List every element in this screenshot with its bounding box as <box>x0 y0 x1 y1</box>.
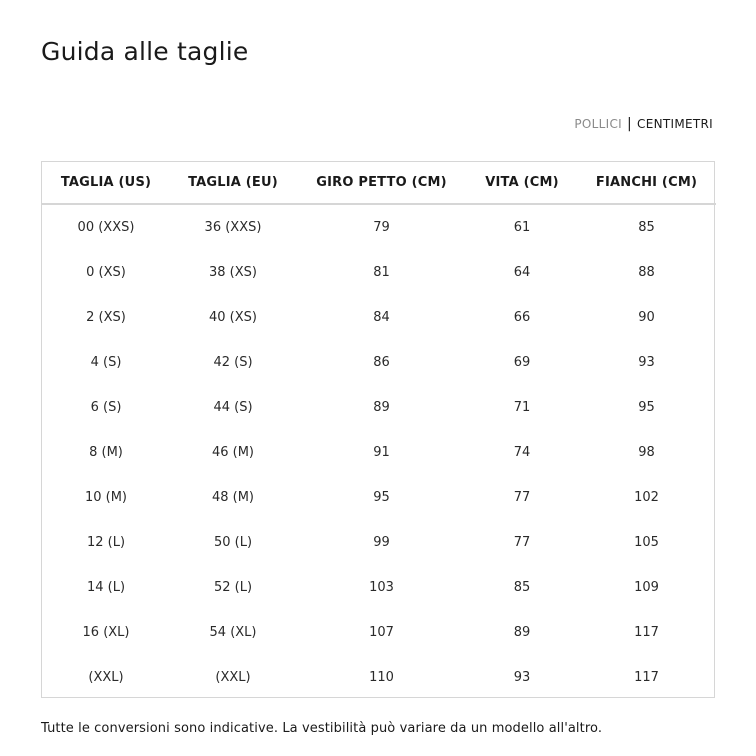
cell-hips: 95 <box>638 400 655 415</box>
cell-size-eu: 38 (XS) <box>209 265 257 280</box>
cell-size-eu: (XXL) <box>215 670 251 685</box>
cell-size-eu: 46 (M) <box>211 445 255 460</box>
unit-toggle <box>574 116 713 132</box>
table-row <box>42 340 716 385</box>
cell-hips: 88 <box>638 265 655 280</box>
header-waist: VITA (CM) <box>467 162 577 204</box>
cell-size-us: 4 (S) <box>90 355 122 370</box>
table-row <box>42 520 716 565</box>
cell-chest: 103 <box>369 580 394 595</box>
cell-chest: 99 <box>373 535 390 550</box>
unit-separator: | <box>627 116 633 132</box>
cell-chest: 95 <box>373 490 390 505</box>
cell-chest: 91 <box>373 445 390 460</box>
cell-size-us: 6 (S) <box>90 400 122 415</box>
page-title: Guida alle taglie <box>41 37 249 66</box>
cell-size-eu: 52 (L) <box>213 580 253 595</box>
cell-chest: 79 <box>373 220 390 235</box>
cell-hips: 102 <box>634 490 659 505</box>
cell-hips: 105 <box>634 535 659 550</box>
cell-size-us: 8 (M) <box>89 445 123 460</box>
cell-size-eu: 42 (S) <box>213 355 253 370</box>
cell-chest: 86 <box>373 355 390 370</box>
cell-hips: 117 <box>634 625 659 640</box>
size-table <box>42 162 716 700</box>
cell-hips: 90 <box>638 310 655 325</box>
cell-waist: 93 <box>513 670 531 685</box>
cell-chest: 81 <box>373 265 390 280</box>
cell-waist: 61 <box>513 220 531 235</box>
cell-size-eu: 36 (XXS) <box>204 220 262 235</box>
cell-waist: 66 <box>513 310 531 325</box>
header-size-us: TAGLIA (US) <box>42 162 170 204</box>
table-row <box>42 295 716 340</box>
unit-option-inches[interactable]: POLLICI <box>574 117 623 131</box>
cell-waist: 89 <box>513 625 531 640</box>
cell-waist: 85 <box>513 580 531 595</box>
cell-chest: 107 <box>369 625 394 640</box>
table-row <box>42 204 716 250</box>
cell-size-us: 2 (XS) <box>86 310 126 325</box>
table-row <box>42 610 716 655</box>
cell-size-us: 0 (XS) <box>86 265 126 280</box>
header-hips: FIANCHI (CM) <box>577 162 716 204</box>
cell-chest: 110 <box>369 670 394 685</box>
cell-size-us: 00 (XXS) <box>77 220 135 235</box>
table-row <box>42 475 716 520</box>
cell-size-us: (XXL) <box>88 670 124 685</box>
cell-hips: 85 <box>638 220 655 235</box>
size-table-container <box>41 161 715 698</box>
cell-hips: 98 <box>638 445 655 460</box>
cell-size-us: 16 (XL) <box>82 625 130 640</box>
table-header-row <box>42 162 716 204</box>
cell-size-eu: 50 (L) <box>213 535 253 550</box>
cell-chest: 89 <box>373 400 390 415</box>
cell-size-us: 12 (L) <box>86 535 126 550</box>
cell-hips: 117 <box>634 670 659 685</box>
table-row <box>42 655 716 700</box>
cell-waist: 77 <box>513 490 531 505</box>
cell-hips: 93 <box>638 355 655 370</box>
cell-hips: 109 <box>634 580 659 595</box>
disclaimer-note: Tutte le conversioni sono indicative. La vestibilità può variare da un modello all'altro. <box>41 721 603 736</box>
table-row <box>42 565 716 610</box>
cell-waist: 71 <box>513 400 531 415</box>
table-row <box>42 250 716 295</box>
cell-waist: 77 <box>513 535 531 550</box>
header-chest: GIRO PETTO (CM) <box>296 162 467 204</box>
cell-waist: 64 <box>513 265 531 280</box>
table-row <box>42 430 716 475</box>
cell-waist: 69 <box>513 355 531 370</box>
cell-chest: 84 <box>373 310 390 325</box>
cell-size-eu: 54 (XL) <box>209 625 257 640</box>
cell-waist: 74 <box>513 445 531 460</box>
table-row <box>42 385 716 430</box>
cell-size-eu: 48 (M) <box>211 490 255 505</box>
cell-size-eu: 44 (S) <box>213 400 253 415</box>
cell-size-eu: 40 (XS) <box>209 310 257 325</box>
unit-option-centimeters[interactable]: CENTIMETRI <box>637 117 713 131</box>
cell-size-us: 14 (L) <box>86 580 126 595</box>
cell-size-us: 10 (M) <box>84 490 128 505</box>
header-size-eu: TAGLIA (EU) <box>170 162 296 204</box>
